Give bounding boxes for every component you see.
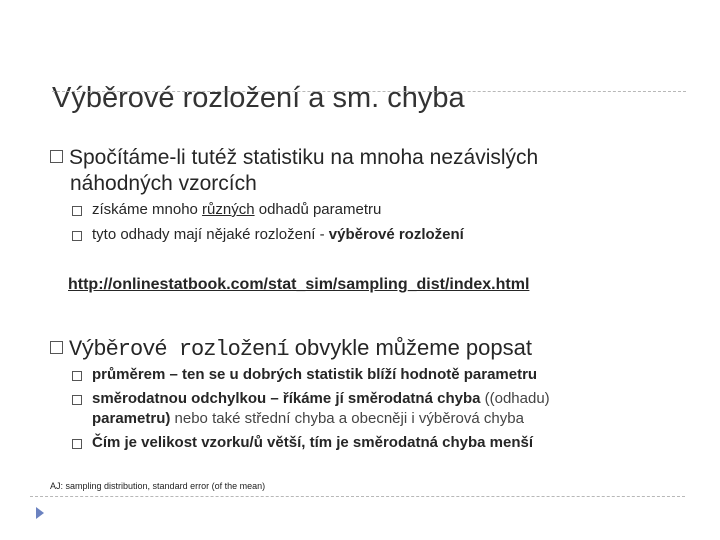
bullet-2-rest: obvykle můžeme popsat (288, 335, 532, 360)
bullet-2-lead: Výběrové rozložení (69, 337, 289, 362)
bullet-1-line-2: náhodných vzorcích (70, 172, 257, 195)
square-bullet-icon (72, 206, 82, 216)
sub-text: získáme mnoho (92, 201, 203, 218)
bullet-1-sub-1 (92, 201, 381, 219)
square-bullet-icon (50, 150, 63, 163)
sampling-dist-link[interactable]: http://onlinestatbook.com/stat_sim/sampling_dist/index.html (68, 276, 530, 293)
underlined-word: různých (202, 201, 255, 218)
bullet-1-sub-2 (92, 226, 464, 244)
bullet-2-sub-3 (92, 434, 533, 452)
sub-text: parametru) (92, 410, 171, 427)
bullet-2-sub-2 (92, 390, 550, 428)
sub-text: nebo také střední chyba a obecněji i výběrová chyba (170, 410, 524, 427)
square-bullet-icon (72, 231, 82, 241)
square-bullet-icon (72, 395, 82, 405)
footnote: AJ: sampling distribution, standard error (of the mean) (50, 481, 266, 491)
title-divider (52, 91, 686, 92)
square-bullet-icon (50, 341, 63, 354)
link-wrap (68, 276, 529, 294)
slide-marker-icon (36, 507, 44, 519)
bullet-1-line-2-wrap (70, 171, 257, 197)
bullet-1-line-1: Spočítáme-li tutéž statistiku na mnoha nezávislých (69, 146, 539, 169)
sub-text: tyto odhady mají nějaké rozložení - (92, 226, 329, 243)
footer-divider (30, 496, 685, 497)
sub-text: směrodatnou odchylkou – říkáme jí (92, 390, 348, 407)
page-title: Výběrové rozložení a sm. chyba (52, 82, 465, 114)
sub-text: průměrem – ten se u dobrých statistik blíží hodnotě (92, 366, 464, 383)
sub-text: ((odhadu) (480, 390, 550, 407)
bold-term: směrodatná chyba (347, 390, 481, 407)
bullet-2-sub-1 (92, 366, 537, 384)
bullet-1 (50, 145, 538, 171)
square-bullet-icon (72, 371, 82, 381)
sub-text: Čím je velikost vzorku/ů větší, tím je směrodatná chyba menší (92, 434, 533, 451)
bold-term: parametru (463, 366, 538, 383)
square-bullet-icon (72, 439, 82, 449)
bullet-2 (50, 335, 532, 363)
sub-text: odhadů parametru (254, 201, 382, 218)
bold-term: výběrové rozložení (328, 226, 464, 243)
